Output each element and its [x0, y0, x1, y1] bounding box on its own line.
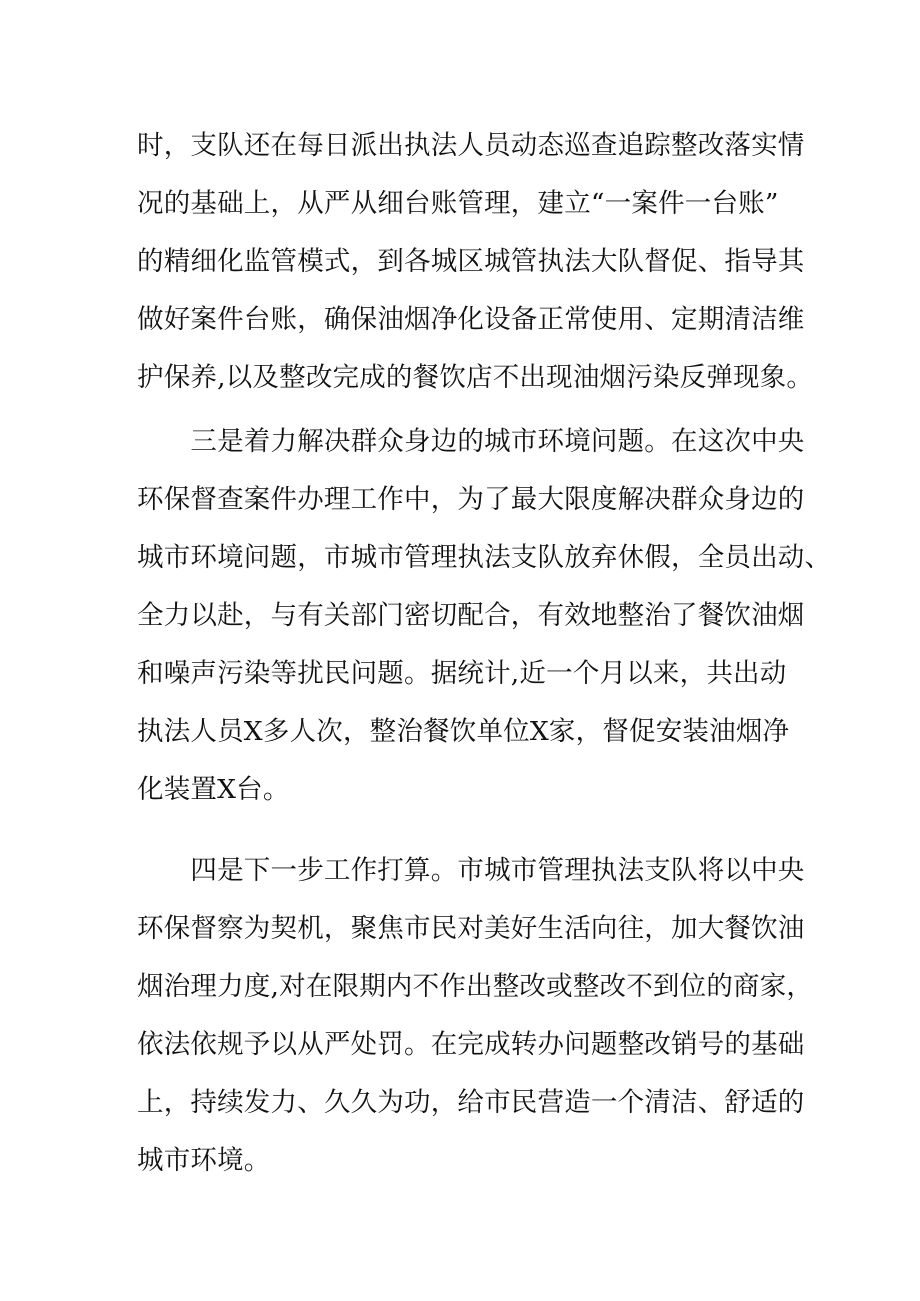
text-line: 环保督查案件办理工作中，为了最大限度解决群众身边的 [137, 484, 805, 515]
paragraph-point-four [137, 842, 814, 1190]
text-line: 化装置X台。 [137, 774, 290, 805]
text-line: 况的基础上，从严从细台账管理，建立“一案件一台账” [137, 188, 779, 219]
text-line: 三是着力解决群众身边的城市环境问题。在这次中央 [137, 426, 805, 457]
text-line: 上，持续发力、久久为功，给市民营造一个清洁、舒适的 [137, 1087, 805, 1118]
text-line: 四是下一步工作打算。市城市管理执法支队将以中央 [137, 855, 805, 886]
text-line: 依法依规予以从严处罚。在完成转办问题整改销号的基础 [137, 1029, 805, 1060]
text-line: 环保督察为契机，聚焦市民对美好生活向往，加大餐饮油 [137, 913, 805, 944]
text-line: 的精细化监管模式，到各城区城管执法大队督促、指导其 [137, 246, 805, 277]
paragraph-point-three [137, 413, 832, 819]
text-line: 做好案件台账，确保油烟净化设备正常使用、定期清洁维 [137, 304, 805, 335]
text-line: 城市环境问题，市城市管理执法支队放弃休假，全员出动、 [137, 542, 832, 573]
text-line: 烟治理力度,对在限期内不作出整改或整改不到位的商家， [137, 971, 814, 1002]
text-line: 时，支队还在每日派出执法人员动态巡查追踪整改落实情 [137, 130, 805, 161]
text-line: 护保养,以及整改完成的餐饮店不出现油烟污染反弹现象。 [137, 362, 814, 393]
text-line: 城市环境。 [137, 1145, 271, 1176]
paragraph-continuation [137, 117, 814, 407]
text-line: 全力以赴，与有关部门密切配合，有效地整治了餐饮油烟 [137, 600, 805, 631]
text-line: 执法人员X多人次，整治餐饮单位X家，督促安装油烟净 [137, 716, 790, 747]
text-line: 和噪声污染等扰民问题。据统计,近一个月以来，共出动 [137, 658, 787, 689]
